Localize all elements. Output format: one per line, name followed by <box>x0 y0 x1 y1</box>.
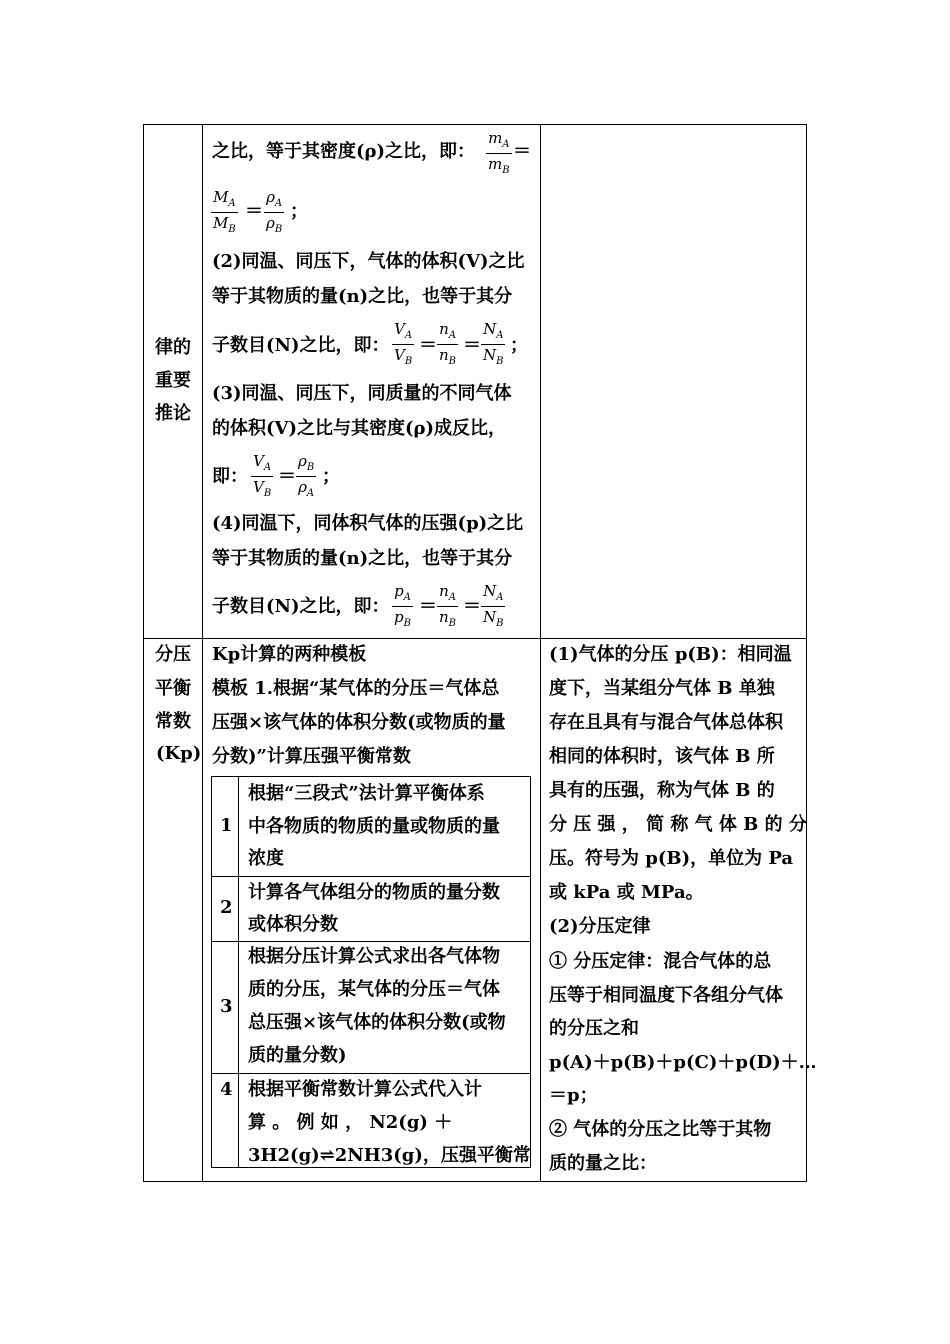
partial-pressure-line-6: 分 压 强 ， 简 称 气 体 B 的 分 <box>549 814 807 835</box>
steps-row-divider <box>211 941 531 942</box>
row1-label-line2: 重要 <box>155 370 191 391</box>
row1-line-7: 即： <box>212 466 248 487</box>
semicolon: ； <box>290 201 308 222</box>
step-1-line-1: 根据“三段式”法计算平衡体系 <box>248 783 485 804</box>
step-4-line-2: 算 。 例 如 ， N2(g) ＋ <box>248 1112 453 1133</box>
partial-pressure-line-7: 压。符号为 p(B)，单位为 Pa <box>549 848 794 869</box>
table-right-border <box>806 124 807 1182</box>
step-4-line-3: 3H2(g)⇌2NH3(g)，压强平衡常 <box>248 1145 531 1166</box>
template1-intro-2: 压强×该气体的体积分数(或物质的量 <box>212 712 506 733</box>
partial-pressure-line-8: 或 kPa 或 MPa。 <box>549 882 704 903</box>
step-number-4: 4 <box>220 1079 233 1100</box>
steps-table-col <box>238 776 239 1168</box>
steps-table-top <box>211 776 531 777</box>
row2-label-line1: 分压 <box>155 644 191 665</box>
step-4-line-1: 根据平衡常数计算公式代入计 <box>248 1079 482 1100</box>
partial-pressure-line-15: ② 气体的分压之比等于其物 <box>549 1119 772 1140</box>
partial-pressure-line-16: 质的量之比： <box>549 1153 657 1174</box>
partial-pressure-line-14: ＝p； <box>549 1085 598 1106</box>
table-bottom-border <box>143 1181 807 1182</box>
formula-NA-over-NB: $N_A$ $N_B$ <box>483 582 504 629</box>
partial-pressure-line-12: 的分压之和 <box>549 1018 639 1039</box>
step-2-line-1: 计算各气体组分的物质的量分数 <box>248 882 500 903</box>
steps-table-right <box>530 776 531 1168</box>
step-3-line-1: 根据分压计算公式求出各气体物 <box>248 946 500 967</box>
table-top-border <box>143 124 807 125</box>
formula-VA-over-VB: $V_A$ $V_B$ <box>253 452 272 499</box>
table-col-divider-1 <box>202 124 203 1182</box>
formula-nA-over-nB: $n_A$ $n_B$ <box>439 320 457 367</box>
row1-line-2: (2)同温、同压下，气体的体积(V)之比 <box>212 251 525 272</box>
equals-sign: ＝ <box>463 335 481 356</box>
equals-sign: ＝ <box>278 466 296 487</box>
row2-label-line3: 常数 <box>155 711 191 732</box>
partial-pressure-line-9: (2)分压定律 <box>549 916 651 937</box>
row1-line-9: 等于其物质的量(n)之比，也等于其分 <box>212 548 513 569</box>
row1-line-1: 之比，等于其密度(ρ)之比，即： <box>212 141 476 162</box>
formula-rhoB-over-rhoA: $\rho_B$ $\rho_A$ <box>298 452 315 499</box>
partial-pressure-line-3: 存在且具有与混合气体总体积 <box>549 712 783 733</box>
step-number-1: 1 <box>220 815 233 836</box>
formula-nA-over-nB: $n_A$ $n_B$ <box>439 582 457 629</box>
row1-line-5: (3)同温、同压下，同质量的不同气体 <box>212 383 512 404</box>
row1-line-4: 子数目(N)之比，即： <box>212 335 390 356</box>
step-1-line-2: 中各物质的物质的量或物质的量 <box>248 816 500 837</box>
row1-line-3: 等于其物质的量(n)之比，也等于其分 <box>212 286 513 307</box>
partial-pressure-line-1: (1)气体的分压 p(B)：相同温 <box>549 644 792 665</box>
template1-intro-3: 分数)”计算压强平衡常数 <box>212 746 411 767</box>
semicolon: ； <box>322 466 340 487</box>
partial-pressure-line-4: 相同的体积时，该气体 B 所 <box>549 746 775 767</box>
formula-NA-over-NB: $N_A$ $N_B$ <box>483 320 504 367</box>
table-left-border <box>143 124 144 1182</box>
steps-table-left <box>211 776 212 1168</box>
equals-sign: ＝ <box>513 141 531 162</box>
partial-pressure-line-5: 具有的压强，称为气体 B 的 <box>549 780 775 801</box>
step-3-line-3: 总压强×该气体的体积分数(或物 <box>248 1012 506 1033</box>
row1-line-10: 子数目(N)之比，即： <box>212 596 390 617</box>
table-col-divider-2 <box>540 124 541 1182</box>
equals-sign: ＝ <box>419 335 437 356</box>
step-1-line-3: 浓度 <box>248 848 284 869</box>
formula-rhoA-over-rhoB: $\rho_A$ $\rho_B$ <box>266 188 283 235</box>
partial-pressure-line-2: 度下，当某组分气体 B 单独 <box>549 678 775 699</box>
kp-template-title: Kp计算的两种模板 <box>212 644 367 665</box>
partial-pressure-line-11: 压等于相同温度下各组分气体 <box>549 985 783 1006</box>
row1-line-8: (4)同温下，同体积气体的压强(p)之比 <box>212 513 524 534</box>
formula-VA-over-VB: $V_A$ $V_B$ <box>394 320 413 367</box>
row1-line-6: 的体积(V)之比与其密度(ρ)成反比， <box>212 418 507 439</box>
step-3-line-2: 质的分压，某气体的分压＝气体 <box>248 979 500 1000</box>
formula-MA-over-MB: $M_A$ $M_B$ <box>213 188 236 235</box>
semicolon: ； <box>510 335 528 356</box>
equals-sign: ＝ <box>245 201 263 222</box>
table-row-divider <box>143 638 807 639</box>
equals-sign: ＝ <box>419 596 437 617</box>
equals-sign: ＝ <box>463 596 481 617</box>
step-number-3: 3 <box>220 996 233 1017</box>
partial-pressure-line-13: p(A)＋p(B)＋p(C)＋p(D)＋… <box>549 1052 817 1073</box>
steps-row-divider <box>211 876 531 877</box>
formula-mA-over-mB: $m_A$ $m_B$ <box>488 129 510 176</box>
step-2-line-2: 或体积分数 <box>248 914 338 935</box>
partial-pressure-line-10: ① 分压定律：混合气体的总 <box>549 951 772 972</box>
formula-pA-over-pB: $p_A$ $p_B$ <box>394 582 411 629</box>
template1-intro-1: 模板 1.根据“某气体的分压＝气体总 <box>212 678 500 699</box>
row1-label-line3: 推论 <box>155 403 191 424</box>
row2-label-line2: 平衡 <box>155 678 191 699</box>
steps-table-bottom <box>211 1167 531 1168</box>
row1-label-line1: 律的 <box>155 337 191 358</box>
row2-label-line4: (Kp) <box>156 743 202 764</box>
step-3-line-4: 质的量分数) <box>248 1045 347 1066</box>
step-number-2: 2 <box>220 897 233 918</box>
steps-row-divider <box>211 1073 531 1074</box>
